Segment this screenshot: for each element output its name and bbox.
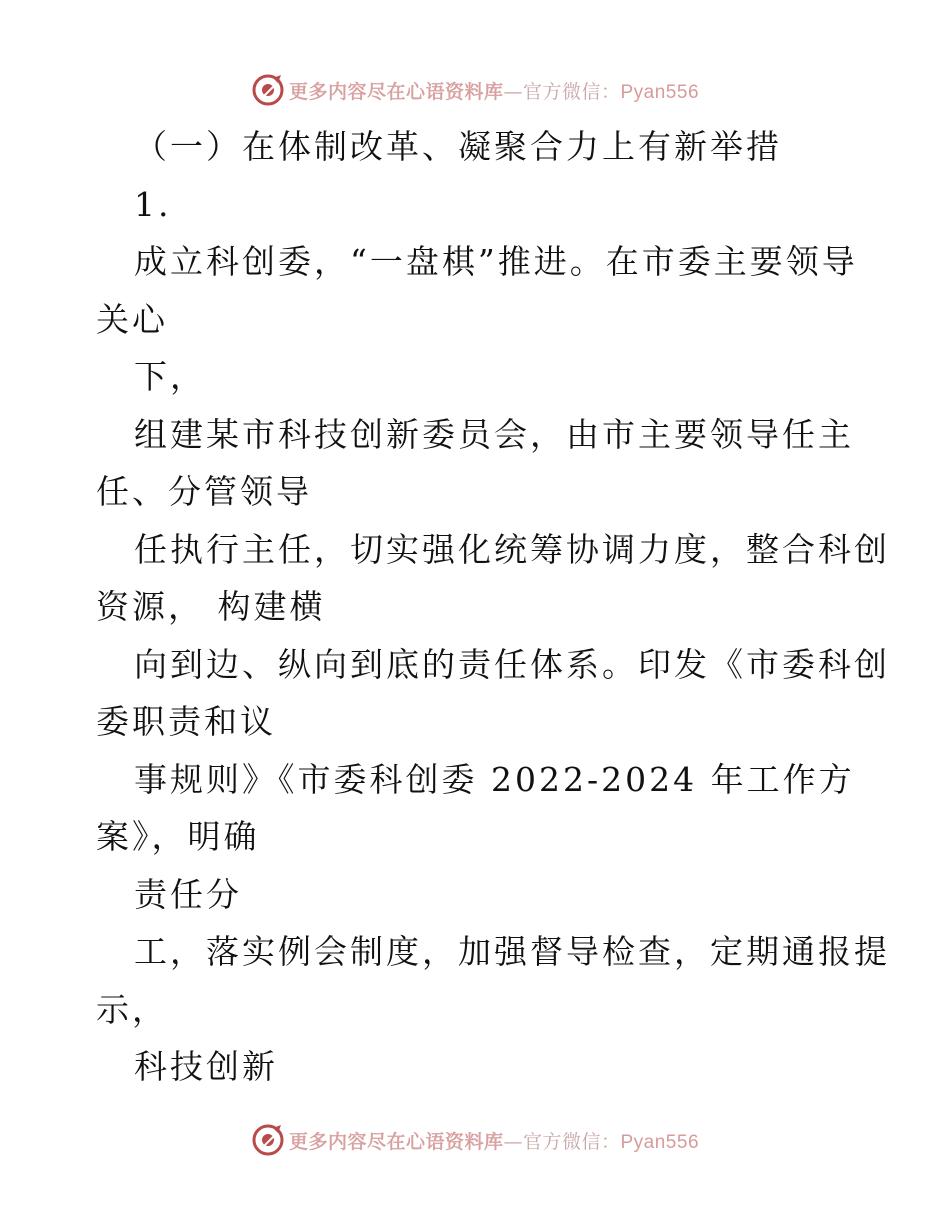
watermark-text: 更多内容尽在心语资料库—官方微信：Pyan556 — [288, 80, 700, 103]
paragraph-line: 任、分管领导 — [96, 472, 312, 511]
paragraph-line: 关心 — [96, 299, 168, 339]
paragraph-line: 案》，明确 — [96, 817, 260, 856]
paragraph-line: 工，落实例会制度，加强督导检查，定期通报提 — [134, 932, 890, 971]
paragraph-line: 责任分 — [134, 874, 242, 914]
paragraph-line: 任执行主任，切实强化统筹协调力度，整合科创 — [134, 529, 890, 569]
paragraph-line: 下， — [134, 357, 206, 396]
section-heading: （一）在体制改革、凝聚合力上有新举措 — [134, 127, 782, 166]
paragraph-line: 资源， 构建横 — [96, 587, 326, 626]
paragraph-line: 1. — [134, 184, 172, 224]
logo-icon — [251, 73, 285, 107]
paragraph-line: 示， — [96, 989, 168, 1029]
paragraph-line: 成立科创委，“一盘棋”推进。在市委主要领导 — [134, 242, 858, 281]
paragraph-line: 科技创新 — [134, 1047, 278, 1086]
paragraph-line: 委职责和议 — [96, 702, 276, 741]
paragraph-line: 向到边、纵向到底的责任体系。印发《市委科创 — [134, 644, 890, 684]
header-watermark — [0, 70, 950, 110]
document-body — [96, 118, 890, 1096]
paragraph-line: 事规则》《市委科创委 2022-2024 年工作方 — [134, 759, 855, 799]
watermark-text: 更多内容尽在心语资料库—官方微信：Pyan556 — [288, 1130, 700, 1153]
paragraph-line: 组建某市科技创新委员会，由市主要领导任主 — [134, 414, 854, 454]
logo-icon — [251, 1123, 285, 1157]
footer-watermark — [0, 1120, 950, 1160]
